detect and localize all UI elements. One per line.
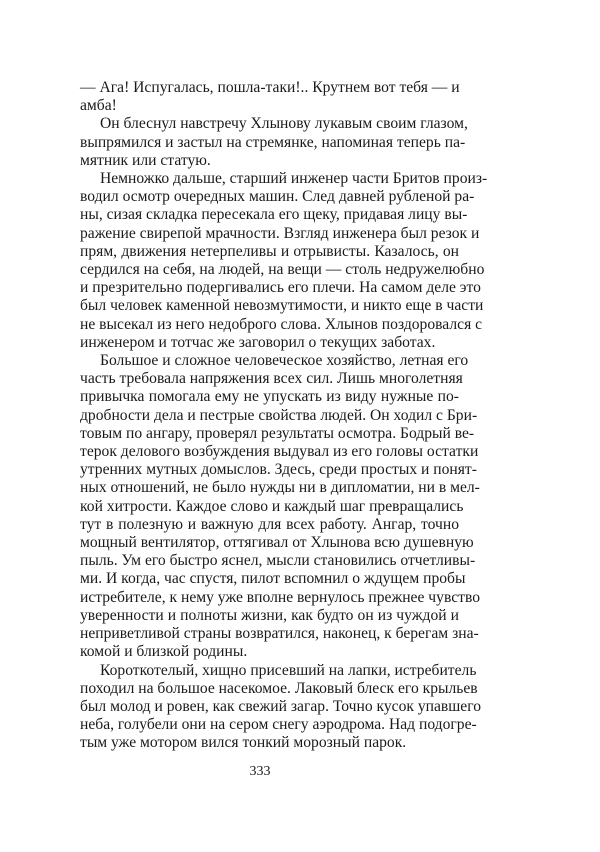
text-line: амба! [80, 97, 117, 115]
text-line: ражение свирепой мрачности. Взгляд инженера был резок и [80, 224, 480, 242]
paragraph [80, 115, 468, 170]
text-line: и презрительно подергивались его плечи. На самом деле это [80, 279, 481, 297]
text-line: тым уже мотором вился тонкий морозный парок. [80, 734, 407, 752]
text-line: был человек каменной невозмутимости, и никто еще в части [80, 297, 484, 315]
text-line: утренних мутных домыслов. Здесь, среди простых и понят- [80, 461, 477, 479]
paragraph [80, 661, 482, 753]
text-line: мятник или статую. [80, 151, 211, 169]
text-line: Он блеснул навстречу Хлынову лукавым своим глазом, [100, 115, 468, 133]
text-line: товым по ангару, проверял результаты осмотра. Бодрый ве- [80, 424, 475, 442]
text-line: пыль. Ум его быстро яснел, мысли становились отчетливы- [80, 552, 476, 570]
text-line: терок делового возбуждения выдувал из его головы остатки [80, 443, 479, 461]
paragraph [80, 352, 481, 661]
text-line: ных отношений, не было нужды ни в дипломатии, ни в мел- [80, 479, 480, 497]
text-line: сердился на себя, на людей, на вещи — столь недружелюбно [80, 261, 485, 279]
text-line: истребителе, к нему уже вполне вернулось прежнее чувство [80, 588, 481, 606]
text-line: — Ага! Испугалась, пошла-таки!.. Крутнем вот тебя — и [80, 79, 460, 96]
text-line: Короткотелый, хищно присевший на лапки, истребитель [100, 661, 477, 679]
text-line: кой хитрости. Каждое слово и каждый шаг превращались [80, 497, 464, 515]
text-line: был молод и ровен, как свежий загар. Точно кусок упавшего [80, 697, 482, 715]
text-line: привычка помогала ему не упускать из виду нужные по- [80, 388, 459, 406]
text-line: ны, сизая складка пересекала его щеку, придавая лицу вы- [80, 206, 468, 224]
text-line: уверенности и полноты жизни, как будто он из чуждой и [80, 606, 459, 624]
text-line: неприветливой страны возвратился, наконец, к берегам зна- [80, 625, 479, 643]
page-number: 333 [249, 764, 271, 779]
text-line: прям, движения нетерпеливы и отрывисты. Казалось, он [80, 242, 459, 260]
text-line: походил на большое насекомое. Лаковый блеск его крыльев [80, 679, 478, 697]
paragraph [80, 79, 459, 115]
text-line: комой и близкой родины. [80, 643, 248, 661]
text-line: Большое и сложное человеческое хозяйство, летная его [100, 352, 469, 370]
page-text [80, 79, 488, 753]
text-line: инженером и тотчас же заговорил о текущих заботах. [80, 333, 436, 351]
text-line: мощный вентилятор, оттягивал от Хлынова всю душевную [80, 534, 474, 552]
text-line: не высекал из него недоброго слова. Хлынов поздоровался с [80, 315, 483, 333]
text-line: неба, голубели они на сером снегу аэродрома. Над подогре- [80, 716, 477, 734]
text-line: выпрямился и застыл на стремянке, напоминая теперь па- [80, 133, 466, 151]
text-line: водил осмотр очередных машин. След давней рубленой ра- [80, 188, 475, 206]
text-line: Немножко дальше, старший инженер части Бритов произ- [100, 170, 488, 188]
paragraph [80, 170, 488, 352]
text-line: тут в полезную и важную для всех работу. Ангар, точно [80, 515, 459, 533]
text-line: ми. И когда, час спустя, пилот вспомнил о ждущем пробы [80, 570, 466, 588]
text-line: часть требовала напряжения всех сил. Лишь многолетняя [80, 370, 463, 388]
text-line: дробности дела и пестрые свойства людей. Он ходил с Бри- [80, 406, 478, 424]
